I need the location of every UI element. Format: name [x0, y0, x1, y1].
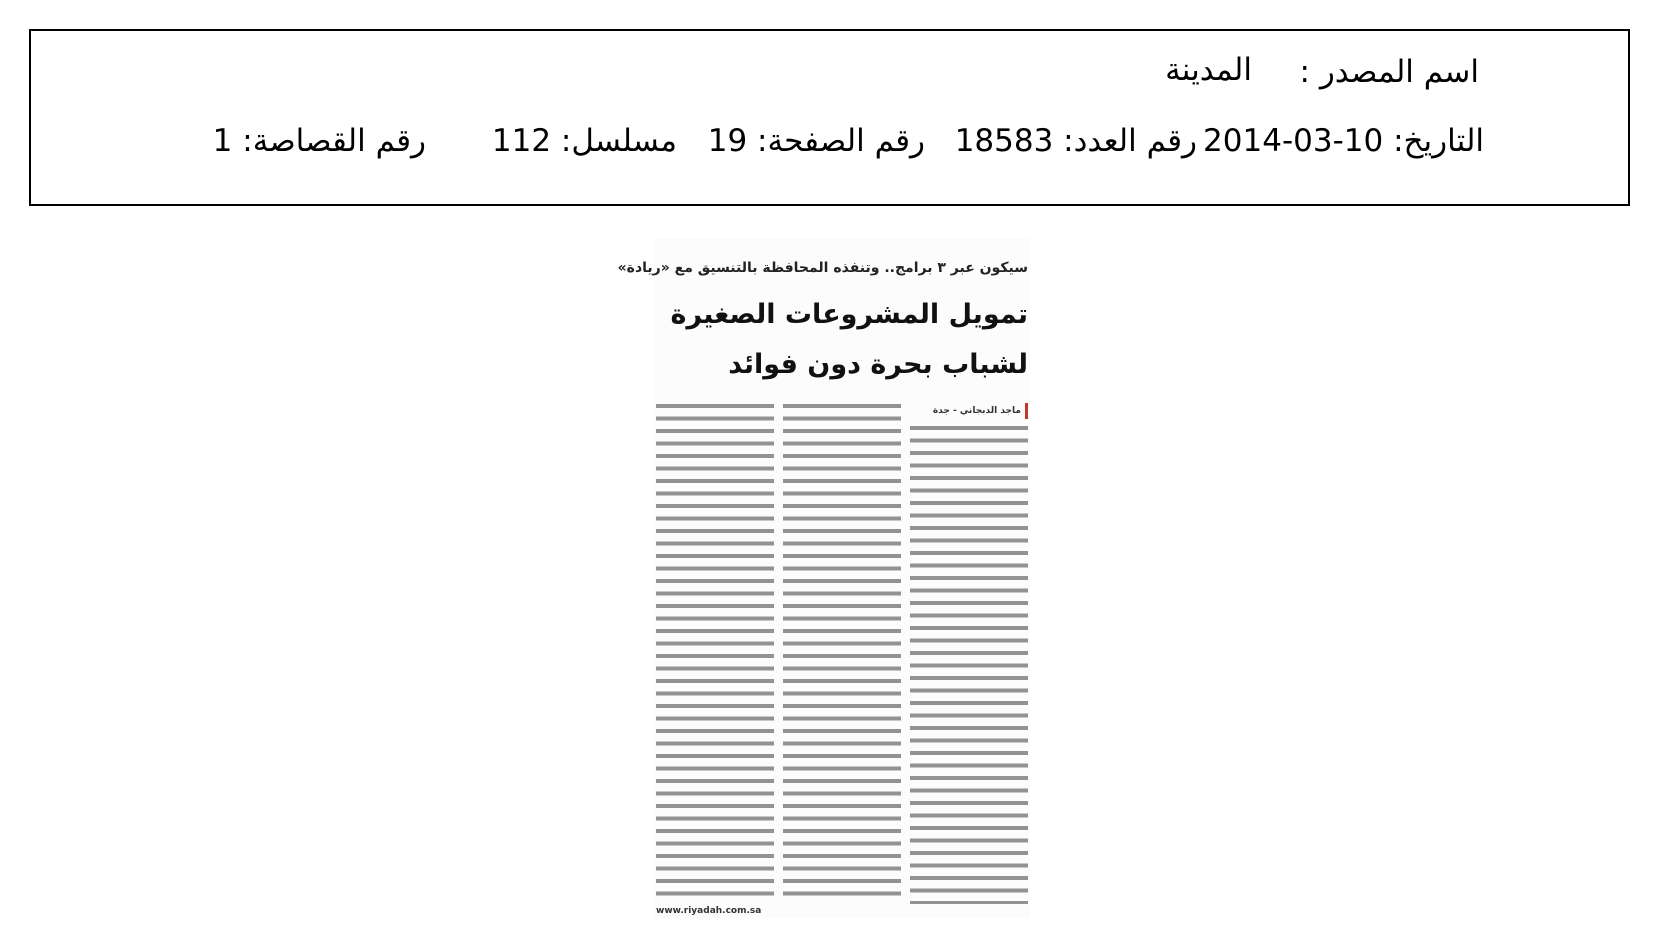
- date-field: التاريخ: 10-03-2014: [1203, 123, 1484, 159]
- newspaper-clipping: [617, 238, 1030, 918]
- article-column-2: [783, 404, 901, 904]
- article-kicker: سيكون عبر ٣ برامج.. وتنفذه المحافظة بالتنسيق مع «ريادة»: [617, 260, 1028, 276]
- clip-number-field: رقم القصاصة: 1: [212, 123, 426, 159]
- article-web-link: www.riyadah.com.sa: [656, 906, 762, 916]
- serial-field: مسلسل: 112: [491, 123, 677, 159]
- page-number-field: رقم الصفحة: 19: [707, 123, 925, 159]
- source-value: المدينة: [1165, 52, 1252, 88]
- article-headline: تمويل المشروعات الصغيرة لشباب بحرة دون فوائد: [670, 299, 1028, 380]
- clip-info-header: [29, 29, 1630, 206]
- issue-number-field: رقم العدد: 18583: [954, 123, 1197, 159]
- article-column-3: [656, 404, 774, 904]
- source-label: اسم المصدر :: [1299, 54, 1479, 90]
- article-column-1: [910, 426, 1028, 904]
- article-byline: ماجد الدبجاني - جدة: [910, 403, 1028, 419]
